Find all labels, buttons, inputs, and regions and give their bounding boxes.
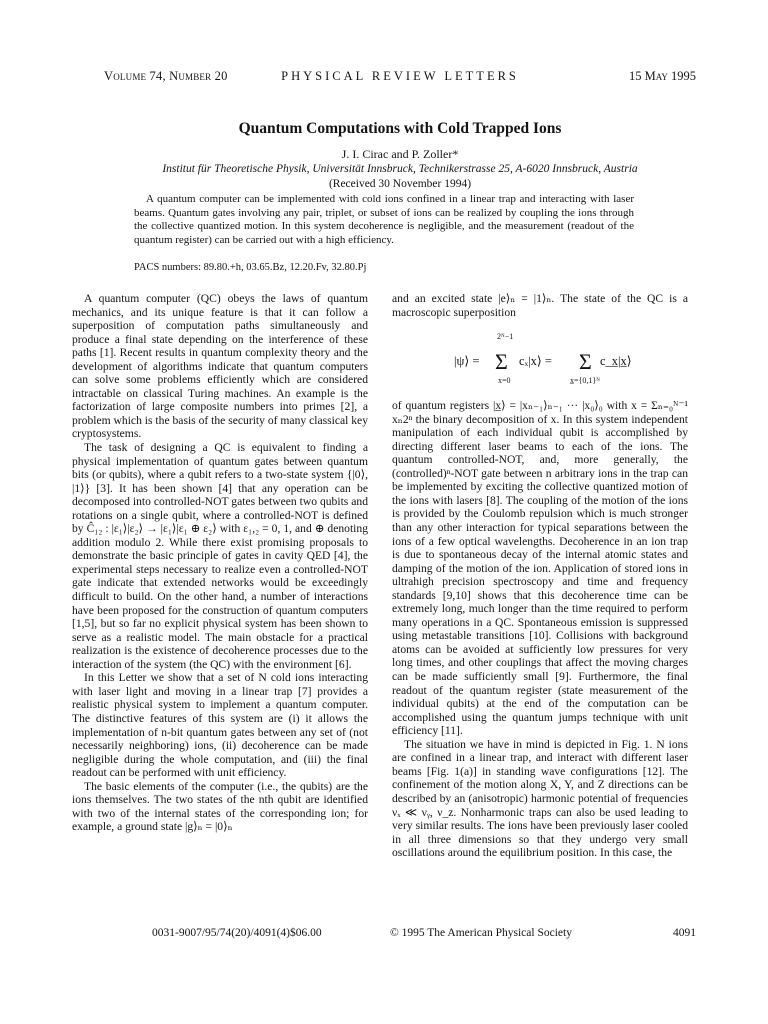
affiliation: Institut für Theoretische Physik, Universität Innsbruck, Technikerstrasse 25, A-6020 Innsbruck, Austria xyxy=(162,163,638,175)
paragraph: The basic elements of the computer (i.e., the qubits) are the ions themselves. The two states of the nth qubit are identified with two of the internal states of the corresponding ion; for example, a ground state |g⟩ₙ = |0⟩ₙ xyxy=(72,779,368,834)
equation-term-2: c_x̲|x̲⟩ xyxy=(600,354,632,369)
copyright: © 1995 The American Physical Society xyxy=(390,927,572,939)
left-column xyxy=(72,292,368,834)
sum-lower-limit: x̲={0,1}ᴺ xyxy=(570,376,600,386)
sum-upper-limit: 2ᴺ−1 xyxy=(497,332,514,342)
paragraph: In this Letter we show that a set of N cold ions interacting with laser light and moving in a linear trap [7] provides a realistic physical system to implement a quantum computer. The distinctive features of this system are (i) it allows the implementation of n-bit quantum gates between any set of (not necessarily neighboring) ions, (ii) decoherence can be made negligible during the whole computation, and (iii) the final readout can be performed with unit efficiency. xyxy=(72,671,368,780)
pacs-numbers: PACS numbers: 89.80.+h, 03.65.Bz, 12.20.Fv, 32.80.Pj xyxy=(134,262,367,273)
paragraph: and an excited state |e⟩ₙ = |1⟩ₙ. The state of the QC is a macroscopic superposition xyxy=(392,292,688,319)
article-code: 0031-9007/95/74(20)/4091(4)$06.00 xyxy=(152,927,322,939)
paragraph: of quantum registers |x̲⟩ = |xₙ₋₁⟩ₙ₋₁ ··· |x₀⟩₀ with x = Σₙ₌₀ᴺ⁻¹ xₙ2ⁿ the binary decomposition of x. In this system independent manipulation of each individual qubit is accomplished by directing different laser beams to each of the ions. The quantum controlled-NOT, and, more generally, the (controlled)ⁿ-NOT gate between n arbitrary ions in the trap can be implemented by exciting the collective quantized motion of the ions with lasers [8]. The coupling of the motion of the ions is provided by the Coulomb repulsion which is much stronger than any other interaction for typical separations between the ions of a few optical wavelengths. Decoherence in an ion trap is due to spontaneous decay of the internal atomic states and damping of the motion of the ion. Application of stored ions in ultrahigh precision spectroscopy and time and frequency standards [9,10] shows that this decoherence time can be extremely long, much longer than the time required to perform many operations in a QC. Spontaneous emission is suppressed using metastable transitions [10]. Collisions with background atoms can be avoided at sufficiently low pressures for very long times, and other couplings that affect the moving charges can be made sufficiently small [9]. Furthermore, the final readout of the quantum register (state measurement of the individual qubits) at the end of the computation can be accomplished using the quantum jumps technique with unit efficiency [11]. xyxy=(392,399,688,738)
page-number: 4091 xyxy=(673,927,696,939)
abstract: A quantum computer can be implemented with cold ions confined in a linear trap and interacting with laser beams. Quantum gates involving any pair, triplet, or subset of ions can be realized by coupling the ions through the collective quantized motion. In this system decoherence is negligible, and the measurement (readout of the quantum register) can be carried out with a high efficiency. xyxy=(134,193,634,246)
right-column xyxy=(392,292,688,860)
paragraph: The task of designing a QC is equivalent to finding a physical implementation of quantum gates between quantum bits (or qubits), where a qubit refers to a two-state system {|0⟩, |1⟩} [3]. It has been shown [4] that any operation can be decomposed into controlled-NOT gates between two qubits and rotations on a single qubit, where a controlled-NOT is defined by Ĉ₁₂ : |ε₁⟩|ε₂⟩ → |ε₁⟩|ε₁ ⊕ ε₂⟩ with ε₁,₂ = 0, 1, and ⊕ denoting addition modulo 2. While there exist promising proposals to demonstrate the basic principle of gates in cavity QED [4], the experimental steps necessary to realize even a controlled-NOT gate indicate that extended networks would be exceedingly difficult to build. On the other hand, a number of interactions have been proposed for the construction of quantum computers [1,5], but so far no explicit physical system has been shown to serve as a realistic model. The main obstacle for a practical realization is the existence of decoherence processes due to the interaction of the system (the QC) with the environment [6]. xyxy=(72,441,368,671)
paragraph: The situation we have in mind is depicted in Fig. 1. N ions are confined in a linear trap, and interact with different laser beams [Fig. 1(a)] in standing wave configurations [12]. The confinement of the motion along X, Y, and Z directions can be described by an (anisotropic) harmonic potential of frequencies νₓ ≪ νᵧ, ν_z. Nonharmonic traps can also be used leading to very similar results. The ions have been previously laser cooled in all three dimensions so that they undergo very small oscillations around the equilibrium position. In this case, the xyxy=(392,737,688,860)
equation-term-1: cₓ|x⟩ = xyxy=(519,354,552,369)
page-footer xyxy=(72,927,696,943)
journal-name: PHYSICAL REVIEW LETTERS xyxy=(281,69,519,83)
running-header xyxy=(104,69,696,87)
issue-date: 15 May 1995 xyxy=(628,69,696,83)
paragraph: A quantum computer (QC) obeys the laws of quantum mechanics, and its unique feature is that it can follow a superposition of computation paths simultaneously and produce a final state depending on the interference of these paths [1]. Recent results in quantum complexity theory and the development of algorithms indicate that quantum computers can solve some problems efficiently which are considered intractable on classical Turing machines. An example is the factorization of large composite numbers into primes [2], a problem which is the basis of the security of many classical key cryptosystems. xyxy=(72,292,368,441)
equation-lhs: |ψ⟩ = xyxy=(454,354,480,369)
superposition-equation xyxy=(392,325,688,395)
sum-lower-limit: x=0 xyxy=(498,376,511,386)
article-title: Quantum Computations with Cold Trapped Ions xyxy=(238,120,562,137)
received-date: (Received 30 November 1994) xyxy=(328,178,472,190)
author-list: J. I. Cirac and P. Zoller* xyxy=(341,147,459,161)
summation-symbol: Σ xyxy=(579,349,592,375)
equation-graphic xyxy=(392,325,688,395)
summation-symbol: Σ xyxy=(495,349,508,375)
volume-number: Volume 74, Number 20 xyxy=(104,69,228,83)
